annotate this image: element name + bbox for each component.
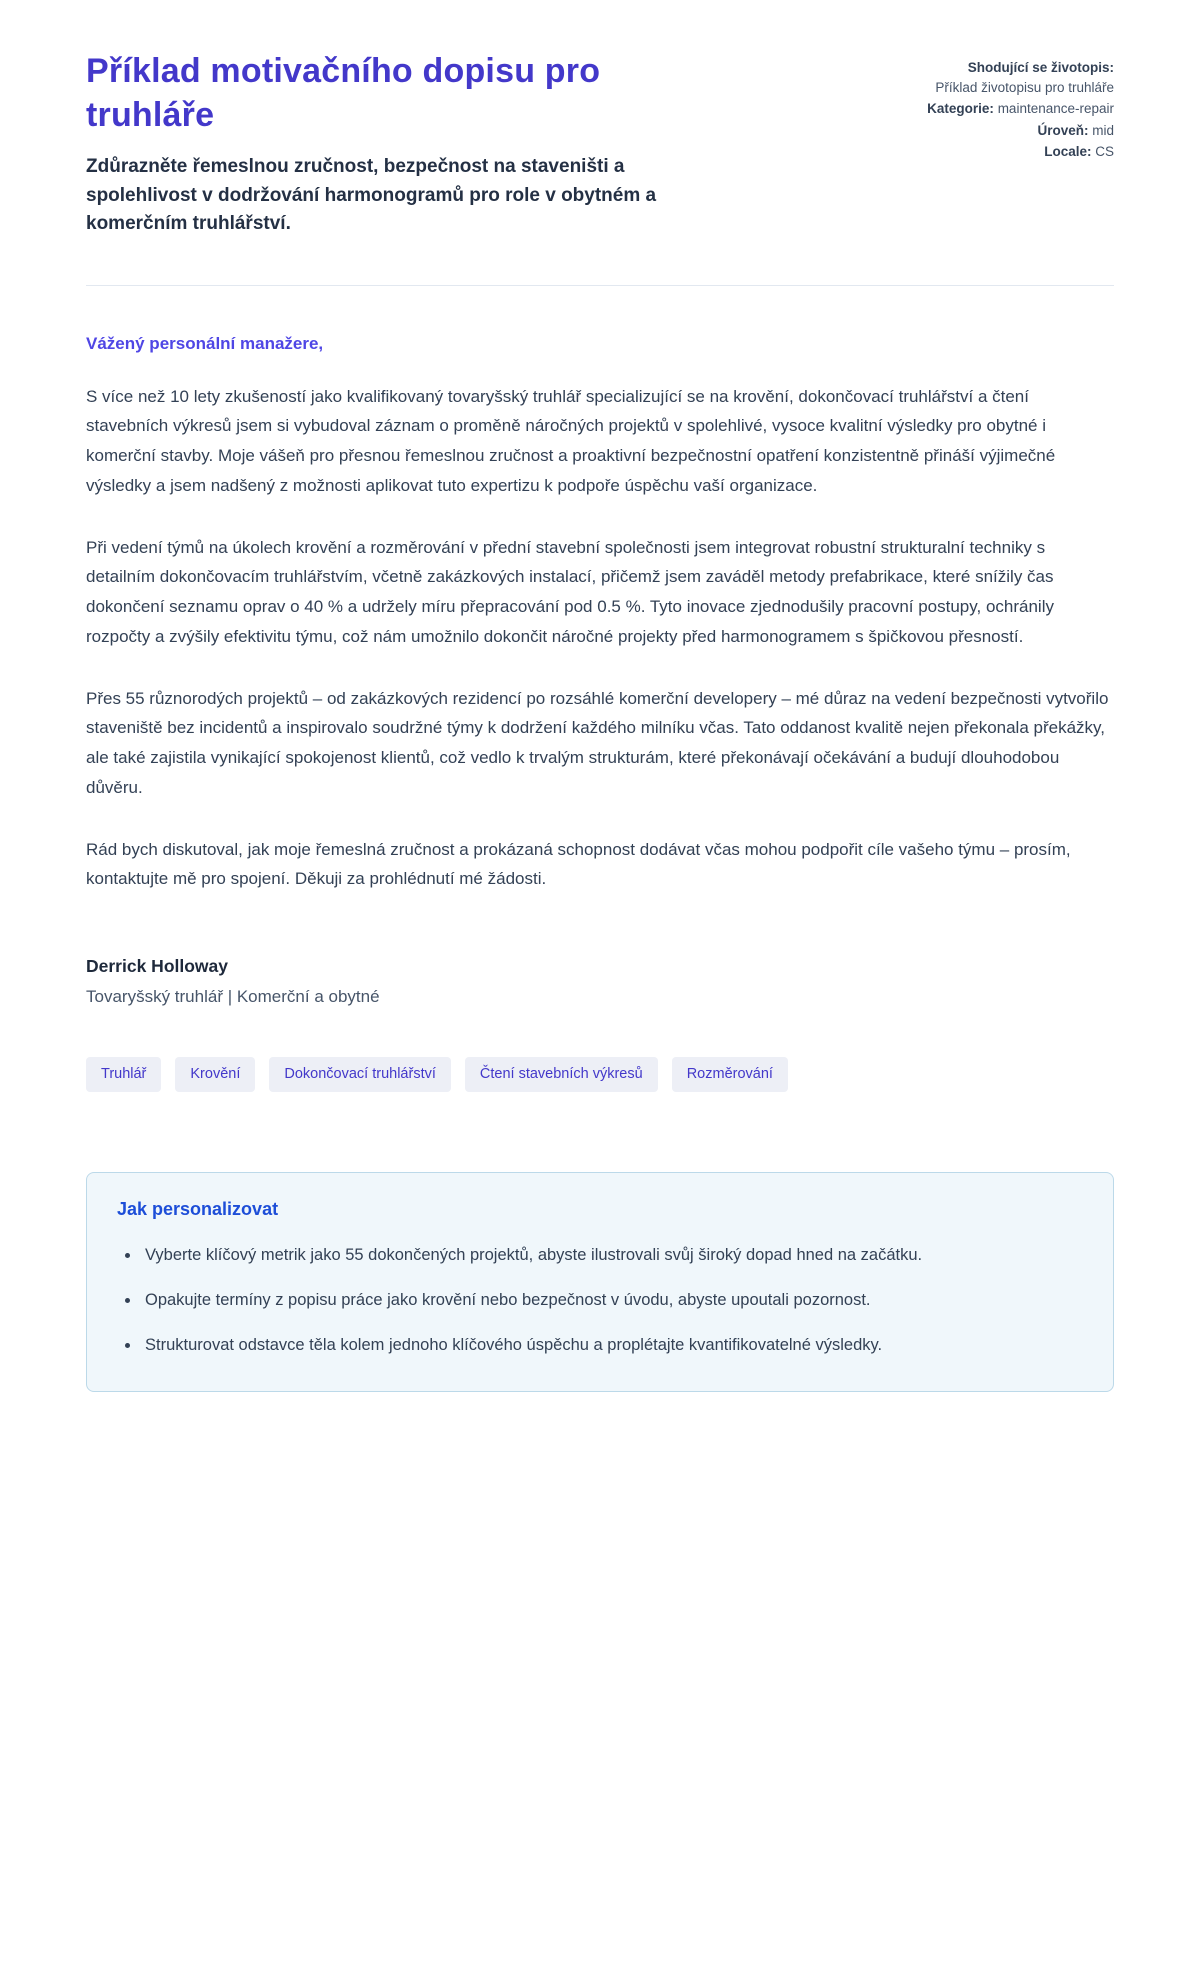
meta-level-label: Úroveň: bbox=[1037, 122, 1089, 138]
skill-tags bbox=[86, 1057, 1114, 1092]
meta-level bbox=[924, 121, 1114, 141]
tag-chip: Čtení stavebních výkresů bbox=[465, 1057, 658, 1092]
meta-category bbox=[924, 99, 1114, 119]
personalization-card bbox=[86, 1172, 1114, 1393]
tag-chip: Rozměrování bbox=[672, 1057, 788, 1092]
cover-letter-example-page bbox=[86, 0, 1114, 1552]
personalization-tip: • Strukturovat odstavce těla kolem jednoho klíčového úspěchu a proplétajte kvantifikovatelné výsledky. bbox=[141, 1332, 1083, 1359]
page-header bbox=[86, 50, 1114, 239]
personalization-tip: • Vyberte klíčový metrik jako 55 dokončených projektů, abyste ilustrovali svůj široký dopad hned na začátku. bbox=[141, 1242, 1083, 1269]
meta-locale bbox=[924, 142, 1114, 162]
meta-category-value: maintenance-repair bbox=[997, 101, 1114, 117]
meta-locale-label: Locale: bbox=[1044, 144, 1092, 160]
tag-chip: Truhlář bbox=[86, 1057, 161, 1092]
meta-category-label: Kategorie: bbox=[927, 101, 994, 117]
letter-salutation: Vážený personální manažere, bbox=[86, 333, 324, 353]
tag-chip: Dokončovací truhlářství bbox=[269, 1057, 451, 1092]
letter-paragraph: Rád bych diskutoval, jak moje řemeslná zručnost a prokázaná schopnost dodávat včas mohou podpořit cíle vašeho týmu – prosím, kontaktujte mě pro spojení. Děkuji za prohlédnutí mé žádosti. bbox=[86, 839, 1071, 889]
page-title: Příklad motivačního dopisu pro truhláře bbox=[86, 52, 601, 134]
letter-paragraph: S více než 10 lety zkušeností jako kvalifikovaný tovaryšský truhlář specializující se na krovění, dokončovací truhlářství a čtení stavebních výkresů jsem si vybudoval záznam o proměně náročných projektů v spolehlivé, vysoce kvalitní výsledky pro obytné i komerční stavby. Moje vášeň pro přesnou řemeslnou zručnost a proaktivní bezpečnostní opatření konzistentně přináší výjimečné výsledky a jsem nadšený z možnosti aplikovat tuto expertizu k podpoře úspěchu vaší organizace. bbox=[86, 386, 1056, 495]
personalization-card-title: Jak personalizovat bbox=[117, 1198, 279, 1219]
signature-name: Derrick Holloway bbox=[86, 956, 228, 977]
tag-chip: Krovění bbox=[175, 1057, 255, 1092]
meta-matching-resume bbox=[924, 58, 1114, 97]
letter-body bbox=[86, 334, 1114, 1008]
signature-title: Tovaryšský truhlář | Komerční a obytné bbox=[86, 987, 380, 1007]
personalization-tips-list bbox=[117, 1242, 1083, 1360]
page-subtitle: Zdůrazněte řemeslnou zručnost, bezpečnost na staveništi a spolehlivost v dodržování harmonogramů pro role v obytném a komerčním truhlářství. bbox=[86, 156, 657, 235]
meta-panel bbox=[924, 50, 1114, 239]
header-divider bbox=[86, 285, 1114, 286]
meta-matching-resume-value: Příklad životopisu pro truhláře bbox=[935, 79, 1114, 95]
meta-locale-value: CS bbox=[1095, 144, 1114, 160]
header-title-block bbox=[86, 50, 736, 239]
letter-paragraph: Při vedení týmů na úkolech krovění a rozměrování v přední stavební společnosti jsem integrovat robustní strukturalní techniky s detailním dokončovacím truhlářstvím, včetně zakázkových instalací, přičemž jsem zaváděl metody prefabrikace, které snížily čas dokončení seznamu oprav o 40 % a udržely míru přepracování pod 0.5 %. Tyto inovace zjednodušily pracovní postupy, ochránily rozpočty a zvýšily efektivitu týmu, což nám umožnilo dokončit náročné projekty před harmonogramem s špičkovou přesností. bbox=[86, 537, 1054, 646]
meta-level-value: mid bbox=[1092, 122, 1114, 138]
letter-paragraph: Přes 55 různorodých projektů – od zakázkových rezidencí po rozsáhlé komerční developery – mé důraz na vedení bezpečnosti vytvořilo staveniště bez incidentů a inspirovalo soudržné týmy k dodržení každého milníku včas. Tato oddanost kvalitě nejen překonala překážky, ale také zajistila vynikající spokojenost klientů, což vedlo k trvalým strukturám, které překonávají očekávání a budují dlouhodobou důvěru. bbox=[86, 688, 1109, 797]
meta-matching-resume-label: Shodující se životopis: bbox=[967, 60, 1114, 75]
personalization-tip: • Opakujte termíny z popisu práce jako krovění nebo bezpečnost v úvodu, abyste upoutali pozornost. bbox=[141, 1287, 1083, 1314]
